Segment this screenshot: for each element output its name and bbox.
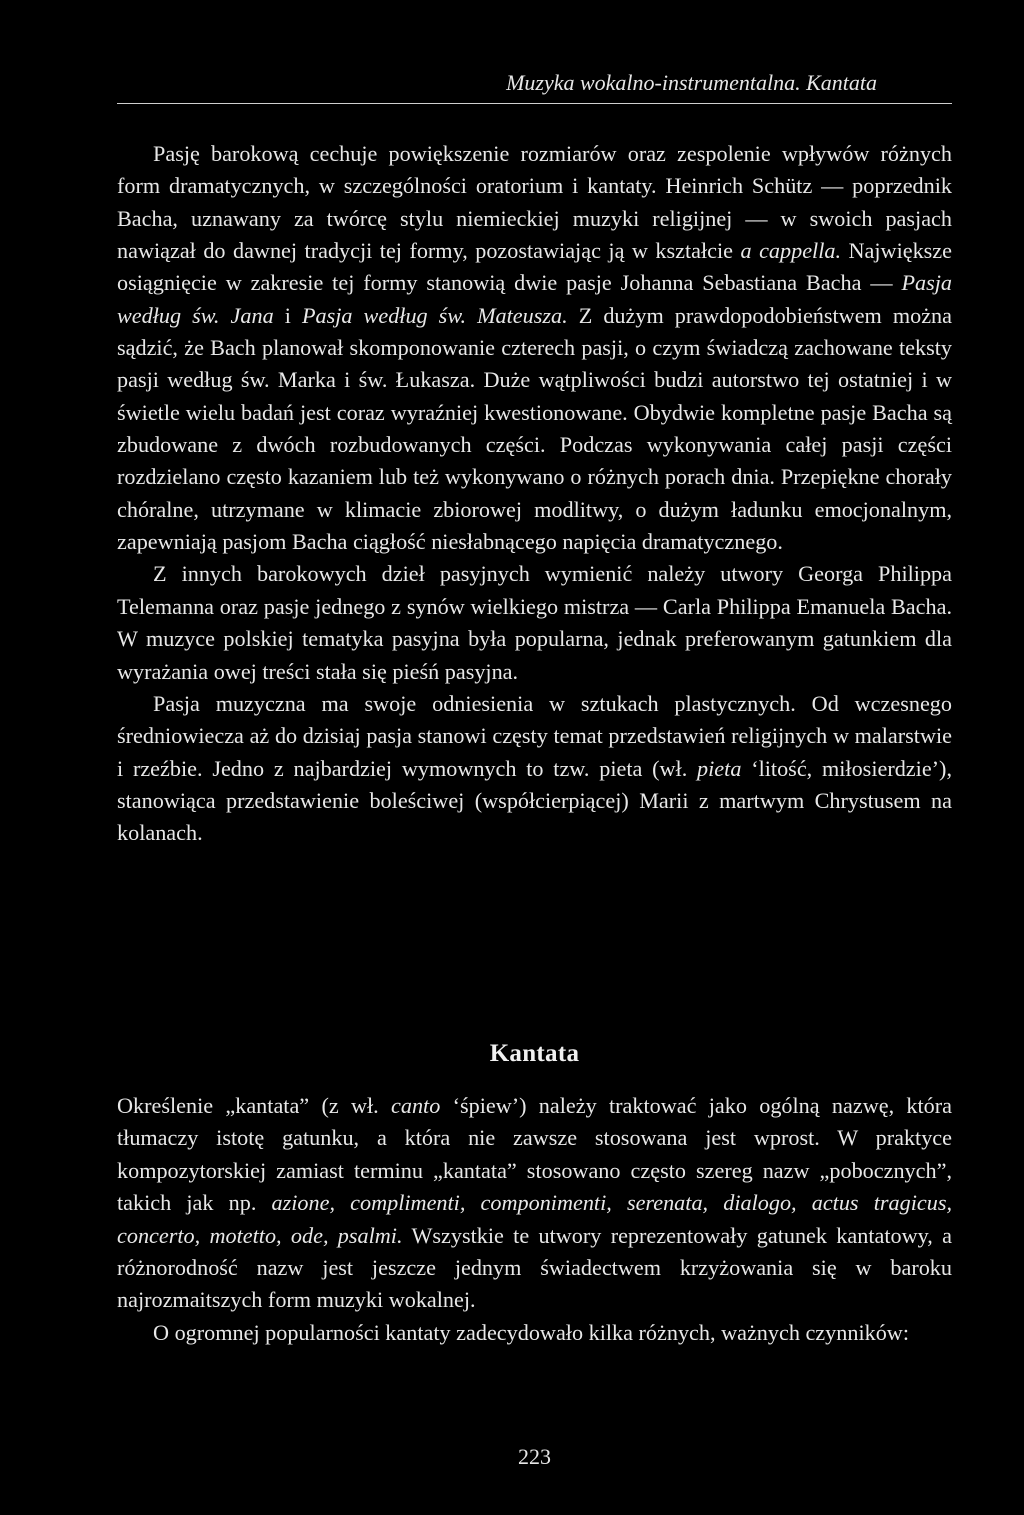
page-number: 223 xyxy=(518,1444,551,1469)
italic-run: Pasja według św. Jana xyxy=(117,270,952,328)
paragraph-cantata-popularity: O ogromnej popularności kantaty zadecydowało kilka różnych, ważnych czynników: xyxy=(153,1319,909,1345)
paragraph-baroque-passion: Pasję barokową cechuje powiększenie rozmiarów oraz zespolenie wpływów różnych form dramatycznych, w szczególności oratorium i kantaty. Heinrich Schütz — poprzednik Bacha, uznawany za twórcę stylu niemieckiej muzyki religijnej — w swoich pasjach nawiązał do dawnej tradycji tej formy, pozostawiając ją w kształcie a cappella. Największe osiągnięcie w zakresie tej formy stanowią dwie pasje Johanna Sebastiana Bacha — Pasja według św. Jana i Pasja według św. Mateusza. Z dużym prawdopodobieństwem można sądzić, że Bach planował skomponowanie czterech pasji, o czym świadczą zachowane teksty pasji według św. Marka i św. Łukasza. Duże wątpliwości budzi autorstwo tej ostatniej i w świetle wielu badań jest coraz wyraźniej kwestionowane. Obydwie kompletne pasje Bacha są zbudowane z dwóch rozbudowanych części. Podczas wykonywania całej pasji części rozdzielano często kazaniem lub też wykonywano o różnych porach dnia. Przepiękne chorały chóralne, utrzymane w klimacie zbiorowej modlitwy, o dużym ładunku emocjonalnym, zapewniają pasjom Bacha ciągłość niesłabnącego napięcia dramatycznego. xyxy=(117,141,953,555)
italic-run: Pasja według św. Mateusza. xyxy=(301,302,568,328)
italic-run: azione, complimenti, componimenti, serenata, dialogo, actus tragicus, concerto, motetto, ode, psalmi. xyxy=(117,1190,952,1248)
book-page xyxy=(117,0,952,1515)
italic-run: canto xyxy=(391,1093,441,1118)
running-head: Muzyka wokalno-instrumentalna. Kantata xyxy=(506,70,877,95)
paragraph-cantata-definition: Określenie „kantata” (z wł. canto ‘śpiew’) należy traktować jako ogólną nazwę, która tłumaczy istotę gatunku, a która nie zawsze stosowana jest wprost. W praktyce kompozytorskiej zamiast terminu „kantata” stosowano często szereg nazw „pobocznych”, takich jak np. azione, complimenti, componimenti, serenata, dialogo, actus tragicus, concerto, motetto, ode, psalmi. Wszystkie te utwory reprezentowały gatunek kantatowy, a różnorodność nazw jest jeszcze jednym świadectwem krzyżowania się w baroku najrozmaitszych form muzyki wokalnej. xyxy=(117,1093,952,1313)
section-passion-text xyxy=(117,138,952,850)
italic-run: a cappella. xyxy=(740,238,842,264)
section-cantata xyxy=(117,1040,952,1349)
section-heading-kantata: Kantata xyxy=(489,1040,580,1067)
paragraph-visual-arts: Pasja muzyczna ma swoje odniesienia w sztukach plastycznych. Od wczesnego średniowiecza aż do dzisiaj pasja stanowi częsty temat przedstawień religijnych w malarstwie i rzeźbie. Jedno z najbardziej wymownych to tzw. pieta (wł. pieta ‘litość, miłosierdzie’), stanowiąca przedstawienie boleściwej (współcierpiącej) Marii z martwym Chrystusem na kolanach. xyxy=(117,690,952,846)
italic-run: pieta xyxy=(697,755,742,781)
header-rule xyxy=(117,103,952,104)
paragraph-other-passions: Z innych barokowych dzieł pasyjnych wymienić należy utwory Georga Philippa Telemanna oraz pasje jednego z synów wielkiego mistrza — Carla Philippa Emanuela Bacha. W muzyce polskiej tematyka pasyjna była popularna, jednak preferowanym gatunkiem dla wyrażania owej treści stała się pieśń pasyjna. xyxy=(117,561,952,684)
